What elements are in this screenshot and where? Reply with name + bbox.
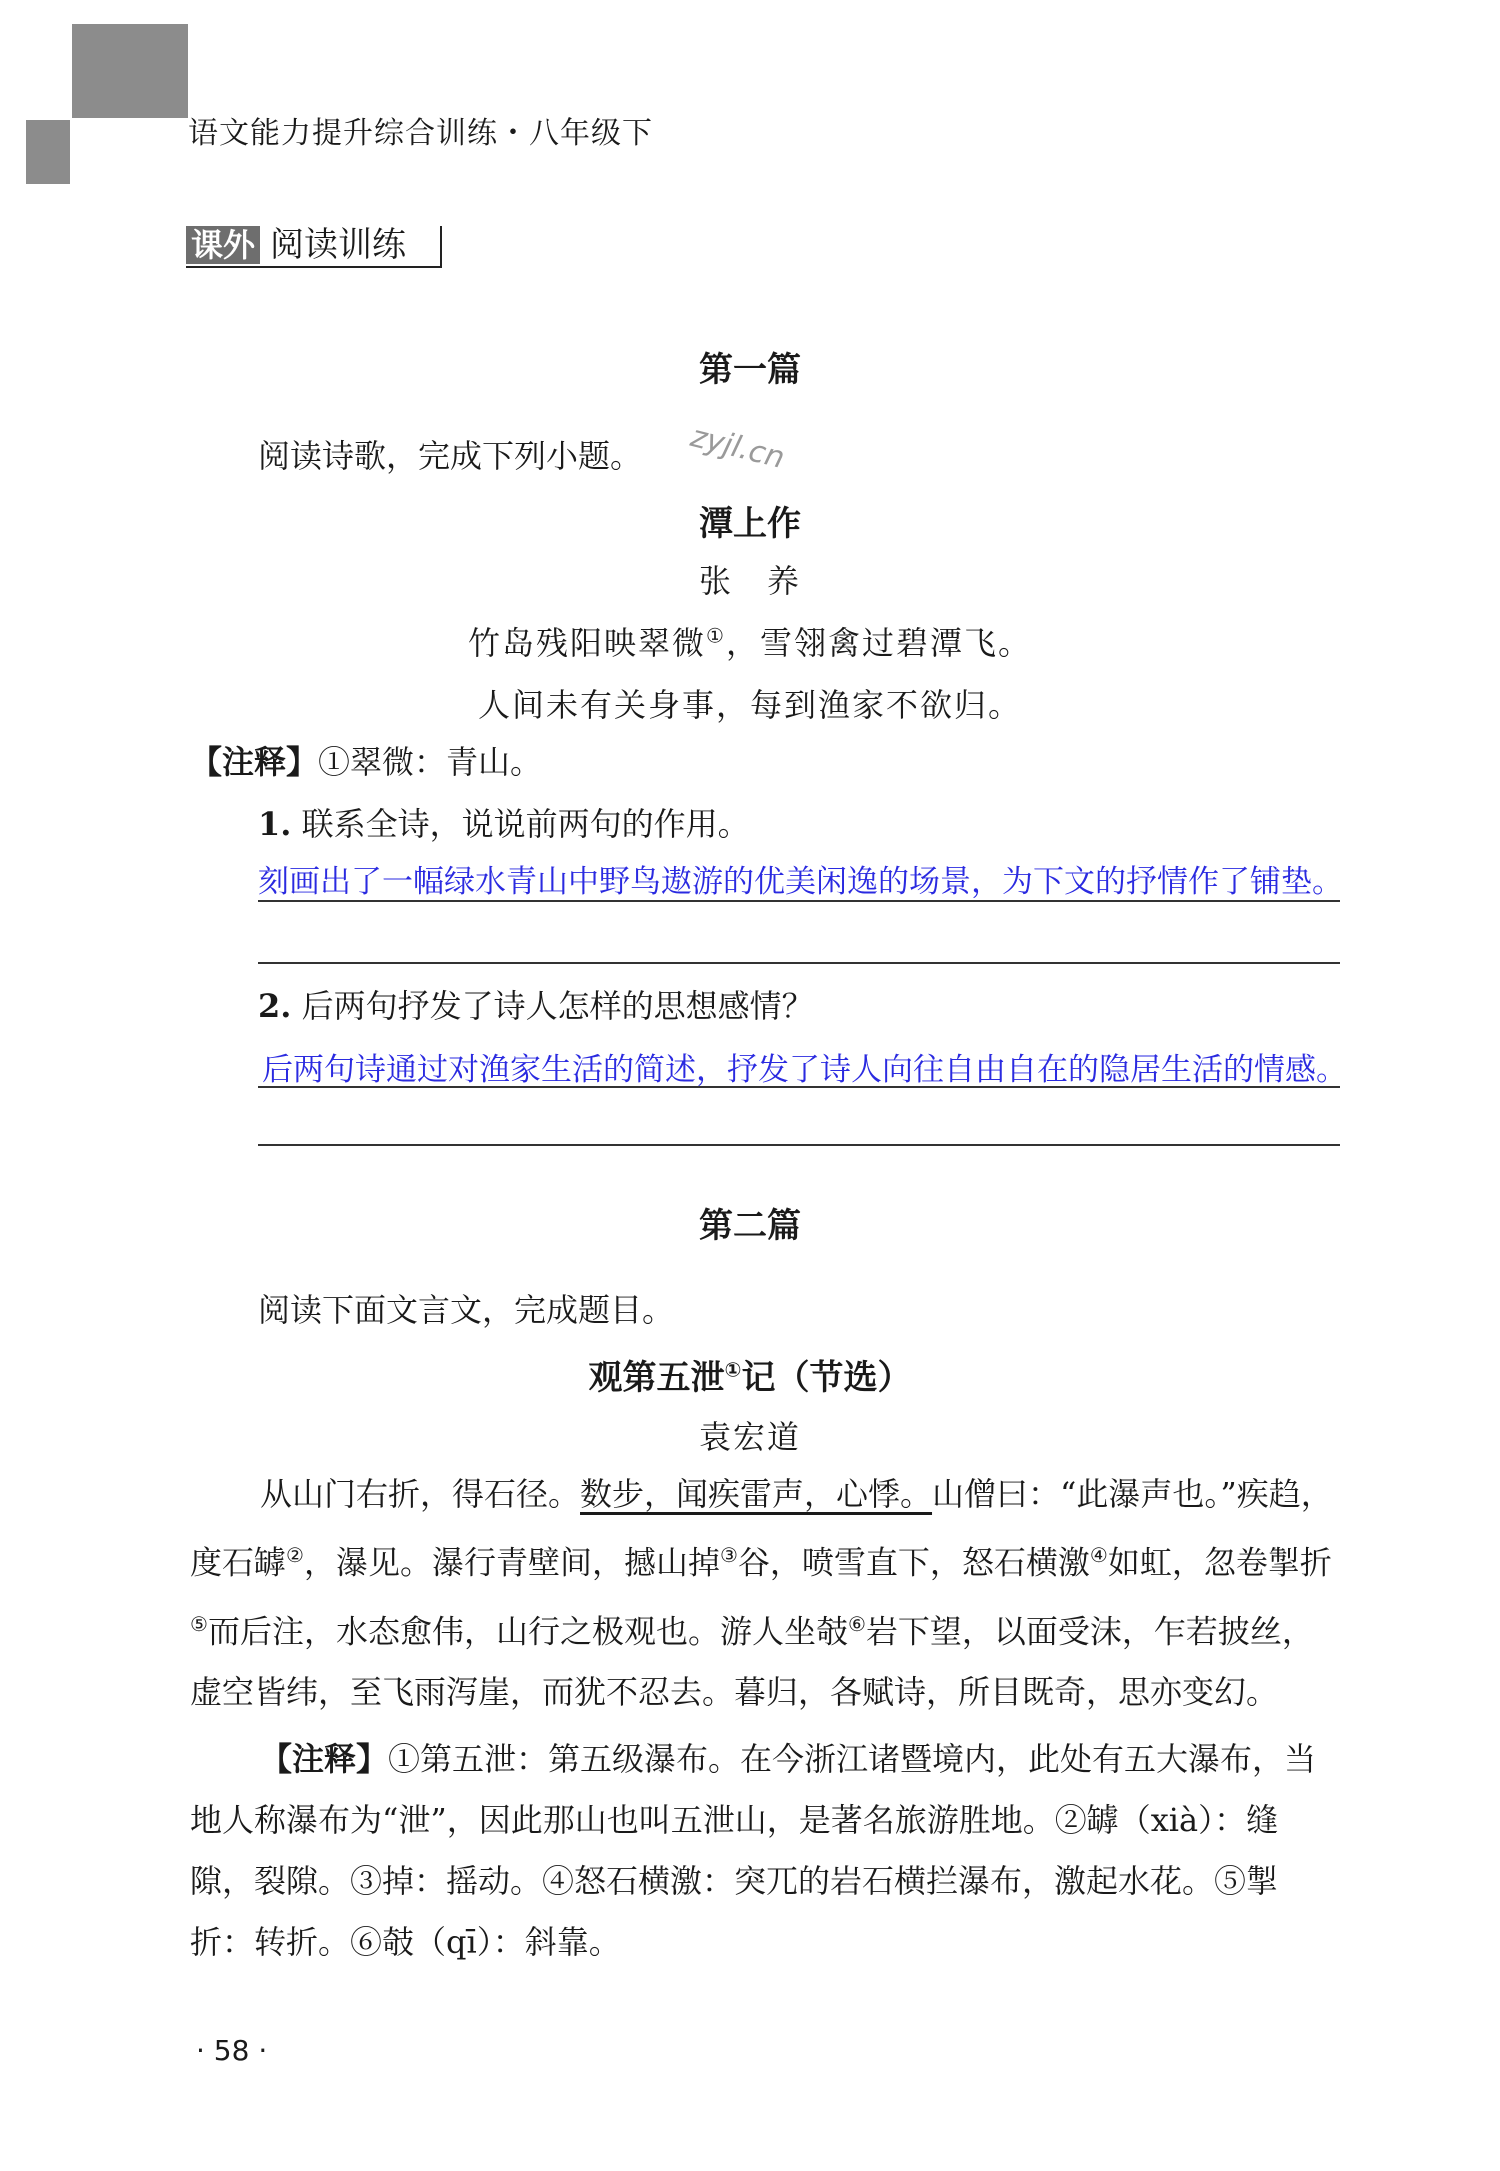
page-number: · 58 · xyxy=(196,2034,268,2067)
question-2-answer: 后两句诗通过对渔家生活的简述，抒发了诗人向往自由自在的隐居生活的情感。 xyxy=(262,1052,1347,1088)
answer-line xyxy=(258,1144,1340,1146)
poem-line-1: 竹岛残阳映翠微①，雪翎禽过碧潭飞。 xyxy=(468,623,1032,662)
corner-square-bottom xyxy=(26,120,70,184)
part1-instruction: 阅读诗歌，完成下列小题。 xyxy=(258,437,643,475)
note-label: 【注释】 xyxy=(260,1740,389,1779)
answer-line xyxy=(258,962,1340,964)
essay-body: 从山门右折，得石径。数步，闻疾雷声，心悸。山僧曰：“此瀑声也。”疾趋，度石罅②，瀑见。瀑行青壁间，撼山掉③谷，喷雪直下，怒石横激④如虹，忽卷掣折⑤而后注，水态愈伟，山行之极观也。游人坐攲⑥岩下望，以面受沫，乍若披丝，虚空皆纬，至飞雨泻崖，而犹不忍去。暮归，各赋诗，所目既奇，思亦变幻。 【注释】①第五泄：第五级瀑布。在今浙江诸暨境内，此处有五大瀑布，当地人称瀑布为“泄”，因此那山也叫五泄山，是著名旅游胜地。②罅（xià）：缝隙，裂隙。③掉：摇动。④怒石横激：突兀的岩石横拦瀑布，激起水花。⑤掣折：转折。⑥攲（qī）：斜靠。 xyxy=(190,1464,1340,1973)
section-tag: 课外 xyxy=(186,226,260,264)
part2-heading: 第二篇 xyxy=(699,1206,801,1246)
section-heading xyxy=(186,226,442,268)
underlined-sentence: 数步，闻疾雷声，心悸。 xyxy=(580,1475,933,1513)
corner-square-top xyxy=(72,24,188,118)
essay-notes: 【注释】①第五泄：第五级瀑布。在今浙江诸暨境内，此处有五大瀑布，当地人称瀑布为“泄”，因此那山也叫五泄山，是著名旅游胜地。②罅（xià）：缝隙，裂隙。③掉：摇动。④怒石横激：突兀的岩石横拦瀑布，激起水花。⑤掣折：转折。⑥攲（qī）：斜靠。 xyxy=(190,1740,1317,1962)
essay-author: 袁宏道 xyxy=(698,1418,801,1456)
part1-heading: 第一篇 xyxy=(699,350,801,390)
book-title: 语文能力提升综合训练・八年级下 xyxy=(188,116,653,151)
essay-title: 观第五泄①记（节选） xyxy=(588,1357,912,1398)
poem-line-2: 人间未有关身事，每到渔家不欲归。 xyxy=(477,686,1022,724)
answer-line xyxy=(258,1086,1340,1088)
question-1 xyxy=(258,804,750,844)
answer-line xyxy=(258,900,1340,902)
question-2 xyxy=(258,986,814,1026)
question-2-number: 2. xyxy=(258,987,292,1025)
question-2-text: 后两句抒发了诗人怎样的思想感情？ xyxy=(301,987,814,1025)
question-1-number: 1. xyxy=(258,805,292,843)
note-label: 【注释】 xyxy=(190,743,319,781)
part1-note: 【注释】①翠微：青山。 xyxy=(190,743,543,781)
part2-instruction: 阅读下面文言文，完成题目。 xyxy=(258,1291,675,1329)
watermark: zyjl.cn xyxy=(687,419,789,476)
question-1-text: 联系全诗，说说前两句的作用。 xyxy=(301,805,750,843)
question-1-answer: 刻画出了一幅绿水青山中野鸟遨游的优美闲逸的场景，为下文的抒情作了铺垫。 xyxy=(258,864,1343,900)
poem-author: 张 养 xyxy=(698,562,801,600)
poem-title: 潭上作 xyxy=(699,504,801,544)
section-name: 阅读训练 xyxy=(270,225,406,265)
